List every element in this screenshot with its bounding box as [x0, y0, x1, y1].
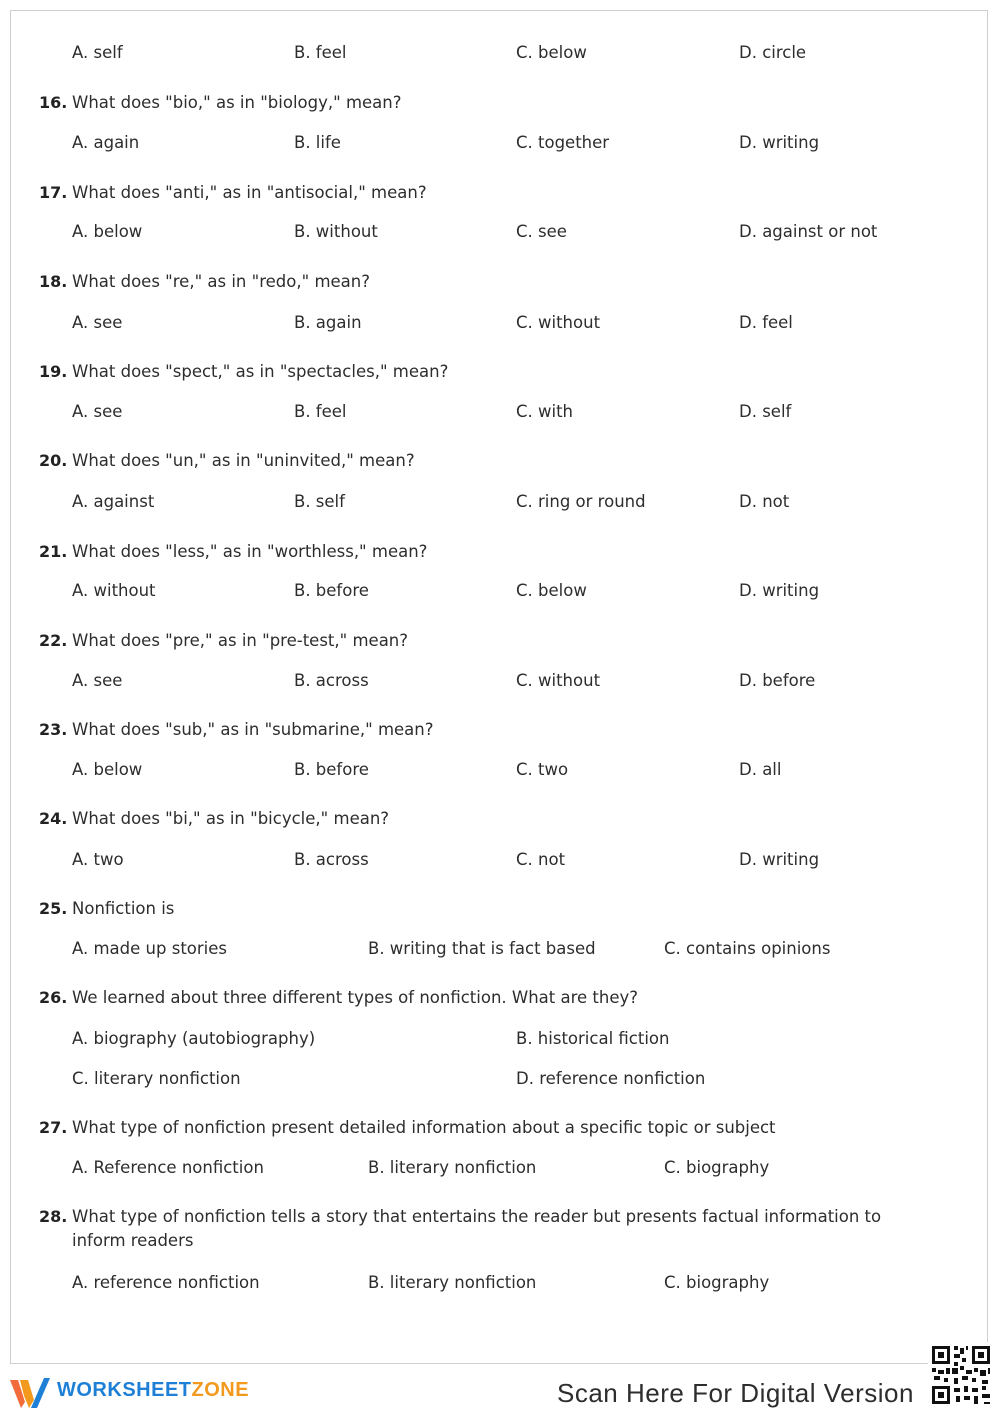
option-c: C. ring or round: [516, 492, 646, 511]
option-b: B. across: [294, 671, 369, 690]
option-d: D. writing: [739, 850, 820, 869]
question-number: 18.: [39, 272, 68, 291]
option-c: C. literary nonfiction: [72, 1069, 241, 1088]
question-text: Nonfiction is: [72, 899, 175, 918]
option-c: C. not: [516, 850, 566, 869]
option-d: D. all: [739, 760, 782, 779]
option-a: A. biography (autobiography): [72, 1029, 316, 1048]
option-b: B. historical fiction: [516, 1029, 670, 1048]
option-b: B. writing that is fact based: [368, 939, 596, 958]
brand-main: WORKSHEET: [57, 1379, 192, 1401]
brand-accent: ZONE: [191, 1379, 250, 1401]
question-text: What type of nonfiction tells a story that entertains the reader but presents factual information to inform readers: [72, 1207, 882, 1250]
question-text: What does "less," as in "worthless," mean?: [72, 542, 428, 561]
question-text: What does "un," as in "uninvited," mean?: [72, 451, 415, 470]
option-a: A. made up stories: [72, 939, 227, 958]
option-a: A. self: [72, 43, 123, 62]
option-b: B. feel: [294, 402, 347, 421]
option-c: C. without: [516, 313, 601, 332]
question-number: 19.: [39, 362, 68, 381]
question-text: We learned about three different types of nonfiction. What are they?: [72, 988, 639, 1007]
option-d: D. against or not: [739, 222, 878, 241]
scan-instruction: Scan Here For Digital Version: [557, 1378, 914, 1408]
option-b: B. literary nonfiction: [368, 1273, 537, 1292]
question-text: What does "bio," as in "biology," mean?: [72, 93, 402, 112]
option-a: A. below: [72, 222, 143, 241]
question-text: What type of nonfiction present detailed information about a specific topic or subject: [72, 1118, 776, 1137]
worksheet-page: [10, 10, 988, 1364]
option-d: D. writing: [739, 133, 820, 152]
option-c: C. with: [516, 402, 574, 421]
question-number: 16.: [39, 93, 68, 112]
question-number: 26.: [39, 988, 68, 1007]
question-number: 28.: [39, 1207, 68, 1226]
option-d: D. circle: [739, 43, 807, 62]
option-a: A. without: [72, 581, 156, 600]
option-b: B. literary nonfiction: [368, 1158, 537, 1177]
option-a: A. see: [72, 313, 123, 332]
option-c: C. two: [516, 760, 569, 779]
option-c: C. below: [516, 43, 587, 62]
option-c: C. see: [516, 222, 567, 241]
option-c: C. together: [516, 133, 610, 152]
question-text: What does "bi," as in "bicycle," mean?: [72, 809, 390, 828]
question-text: What does "anti," as in "antisocial," mean?: [72, 183, 427, 202]
option-a: A. Reference nonfiction: [72, 1158, 264, 1177]
qr-code-icon[interactable]: [928, 1342, 994, 1408]
option-a: A. against: [72, 492, 155, 511]
option-c: C. biography: [664, 1158, 770, 1177]
question-text: What does "re," as in "redo," mean?: [72, 272, 370, 291]
option-d: D. not: [739, 492, 790, 511]
option-d: D. before: [739, 671, 816, 690]
question-number: 17.: [39, 183, 68, 202]
option-a: A. see: [72, 402, 123, 421]
option-b: B. again: [294, 313, 362, 332]
option-b: B. across: [294, 850, 369, 869]
option-a: A. two: [72, 850, 124, 869]
option-c: C. contains opinions: [664, 939, 831, 958]
page-footer: [0, 1368, 1000, 1414]
option-b: B. before: [294, 760, 369, 779]
option-b: B. self: [294, 492, 345, 511]
question-text: What does "pre," as in "pre-test," mean?: [72, 631, 409, 650]
question-number: 24.: [39, 809, 68, 828]
question-number: 22.: [39, 631, 68, 650]
question-number: 20.: [39, 451, 68, 470]
question-number: 27.: [39, 1118, 68, 1137]
question-text: What does "spect," as in "spectacles," mean?: [72, 362, 449, 381]
question-number: 25.: [39, 899, 68, 918]
option-b: B. before: [294, 581, 369, 600]
option-d: D. reference nonfiction: [516, 1069, 706, 1088]
brand-name: [57, 1379, 249, 1402]
option-c: C. below: [516, 581, 587, 600]
option-b: B. life: [294, 133, 341, 152]
option-b: B. feel: [294, 43, 347, 62]
option-d: D. self: [739, 402, 792, 421]
option-c: C. without: [516, 671, 601, 690]
question-text: What does "sub," as in "submarine," mean?: [72, 720, 434, 739]
option-d: D. writing: [739, 581, 820, 600]
option-a: A. see: [72, 671, 123, 690]
option-a: A. reference nonfiction: [72, 1273, 260, 1292]
worksheet-zone-logo-icon: [10, 1376, 50, 1410]
option-d: D. feel: [739, 313, 793, 332]
question-number: 23.: [39, 720, 68, 739]
option-c: C. biography: [664, 1273, 770, 1292]
question-number: 21.: [39, 542, 68, 561]
option-a: A. again: [72, 133, 140, 152]
option-a: A. below: [72, 760, 143, 779]
option-b: B. without: [294, 222, 378, 241]
